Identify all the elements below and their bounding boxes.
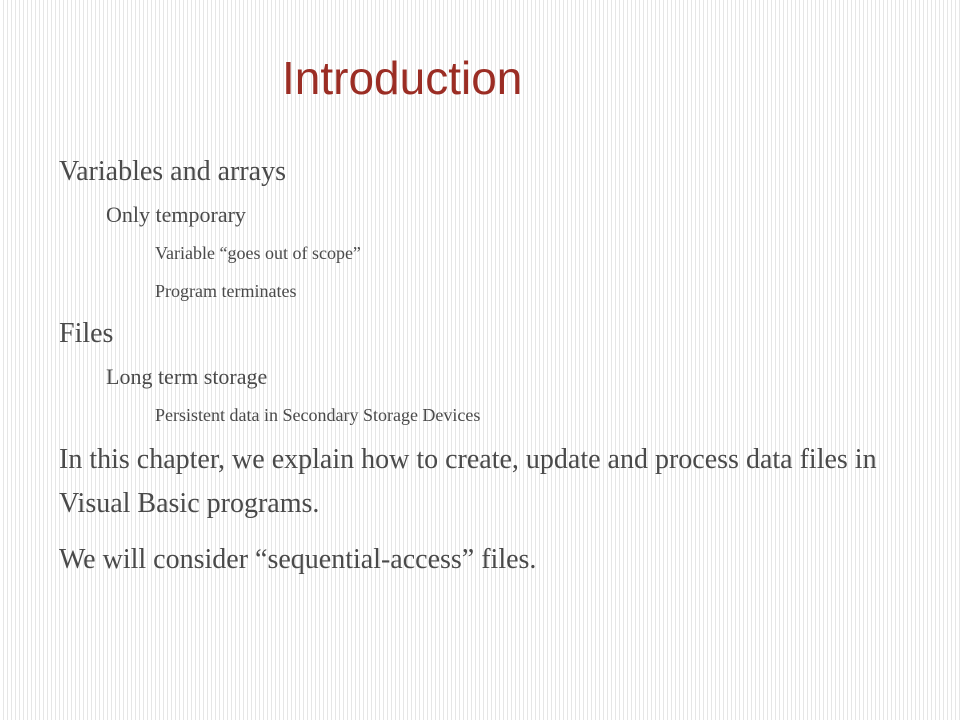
- bullet-goes-out-of-scope: Variable “goes out of scope”: [155, 243, 361, 263]
- bullet-only-temporary: Only temporary: [106, 202, 246, 227]
- paragraph-sequential-access: We will consider “sequential-access” files.: [59, 544, 537, 575]
- slide-body: [59, 148, 919, 582]
- bullet-program-terminates: Program terminates: [155, 281, 297, 301]
- bullet-long-term-storage: Long term storage: [106, 364, 268, 389]
- bullet-persistent-data: Persistent data in Secondary Storage Devices: [155, 405, 481, 425]
- slide-title: Introduction: [282, 52, 523, 104]
- bullet-files: Files: [59, 318, 114, 349]
- paragraph-chapter-explanation: In this chapter, we explain how to create, update and process data files in Visual Basic programs.: [59, 444, 877, 519]
- bullet-variables-and-arrays: Variables and arrays: [59, 156, 287, 187]
